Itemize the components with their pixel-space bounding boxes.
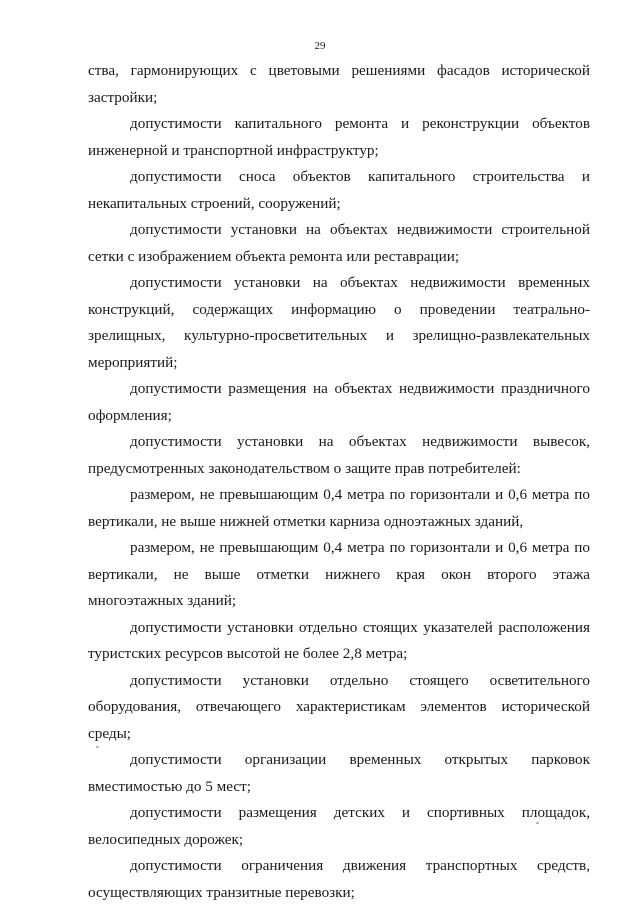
paragraph: допустимости установки отдельно стоящего осветительного оборудования, отвечающего характеристикам элементов исторической среды; xyxy=(88,671,590,742)
document-body xyxy=(88,58,590,906)
paragraph: допустимости размещения на объектах недвижимости праздничного оформления; xyxy=(88,380,590,424)
paragraph: допустимости установки на объектах недвижимости строительной сетки с изображением объекта ремонта или реставрации; xyxy=(88,221,590,265)
paragraph: допустимости организации временных открытых парковок вместимостью до 5 мест; xyxy=(88,751,590,795)
paragraph: допустимости установки отдельно стоящих указателей расположения туристских ресурсов высотой не более 2,8 метра; xyxy=(88,618,590,662)
paragraph: допустимости установки на объектах недвижимости вывесок, предусмотренных законодательством о защите прав потребителей: xyxy=(88,433,590,477)
paragraph: допустимости ограничения движения транспортных средств, осуществляющих транзитные перевозки; xyxy=(88,857,590,901)
page-number: 29 xyxy=(314,40,326,52)
scan-artifact xyxy=(536,822,539,824)
paragraph: допустимости капитального ремонта и реконструкции объектов инженерной и транспортной инфраструктур; xyxy=(88,115,590,159)
paragraph: допустимости сноса объектов капитального строительства и некапитальных строений, сооружений; xyxy=(88,168,590,212)
paragraph: размером, не превышающим 0,4 метра по горизонтали и 0,6 метра по вертикали, не выше отметки нижнего края окон второго этажа многоэтажных зданий; xyxy=(88,539,590,609)
paragraph: размером, не превышающим 0,4 метра по горизонтали и 0,6 метра по вертикали, не выше нижней отметки карниза одноэтажных зданий, xyxy=(88,486,590,530)
paragraph: допустимости установки на объектах недвижимости временных конструкций, содержащих информацию о проведении театрально-зрелищных, культурно-просветительных и зрелищно-развлекательных мероприятий; xyxy=(88,274,590,371)
paragraph: ства, гармонирующих с цветовыми решениями фасадов исторической застройки; xyxy=(88,62,590,106)
paragraph: допустимости размещения детских и спортивных площадок, велосипедных дорожек; xyxy=(88,804,590,848)
scan-artifact xyxy=(96,746,99,748)
